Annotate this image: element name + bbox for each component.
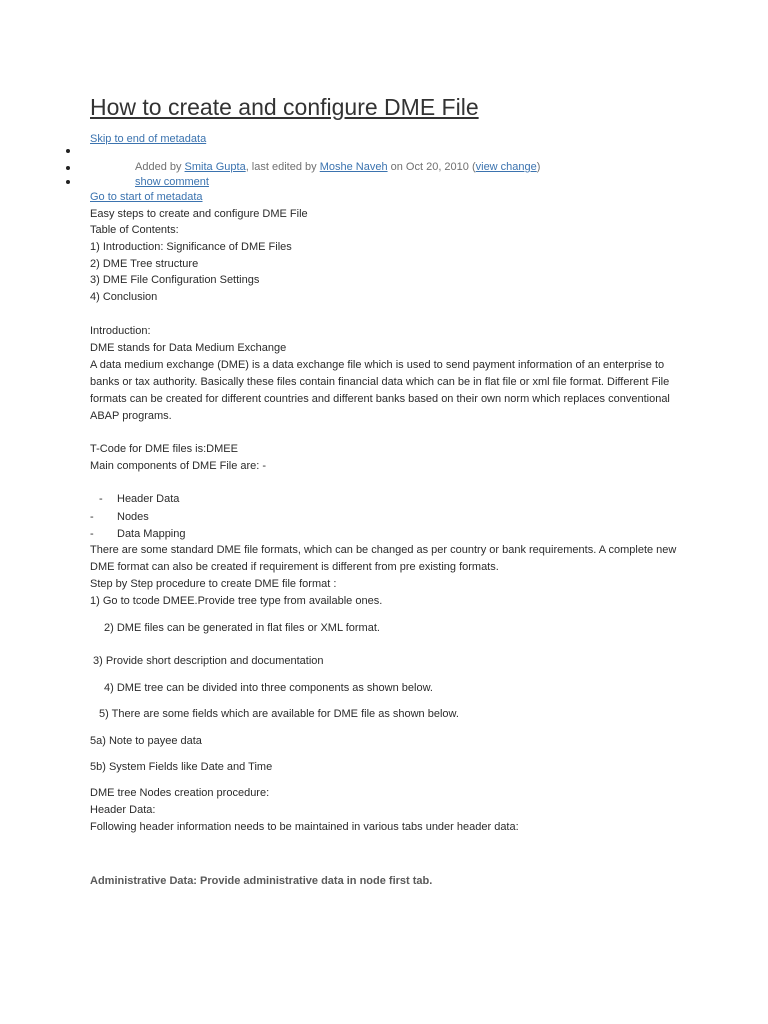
toc-item: 2) DME Tree structure	[90, 258, 199, 270]
introduction-heading: Introduction:	[90, 325, 151, 337]
paragraph-line: formats can be created for different countries and different banks based on their own norm which replaces conventional	[90, 393, 670, 405]
author-link[interactable]: Smita Gupta	[184, 161, 246, 173]
toc-item: 1) Introduction: Significance of DME Files	[90, 241, 292, 253]
header-data-text: Following header information needs to be maintained in various tabs under header data:	[90, 821, 519, 833]
toc-item: 4) Conclusion	[90, 291, 158, 303]
procedure-step: 2) DME files can be generated in flat files or XML format.	[104, 622, 380, 634]
toc-item: 3) DME File Configuration Settings	[90, 274, 260, 286]
list-bullet	[66, 166, 70, 170]
component-item: Data Mapping	[117, 528, 186, 540]
paragraph-line: A data medium exchange (DME) is a data exchange file which is used to send payment information of an enterprise to	[90, 359, 665, 371]
procedure-step: 3) Provide short description and documentation	[93, 655, 324, 667]
tcode-line: T-Code for DME files is:DMEE	[90, 443, 238, 455]
edited-by-label: , last edited by	[245, 161, 320, 173]
show-comment-link[interactable]: show comment	[135, 176, 209, 188]
administrative-data-heading: Administrative Data: Provide administrative data in node first tab.	[90, 875, 433, 887]
dme-definition: DME stands for Data Medium Exchange	[90, 342, 287, 354]
edit-date: on Oct 20, 2010 (	[387, 161, 476, 173]
component-item: Nodes	[117, 511, 149, 523]
procedure-step: 5b) System Fields like Date and Time	[90, 761, 273, 773]
list-bullet	[66, 180, 70, 184]
paragraph-line: ABAP programs.	[90, 410, 172, 422]
view-change-link[interactable]: view change	[475, 161, 537, 173]
list-bullet	[66, 149, 70, 153]
intro-line: Easy steps to create and configure DME File	[90, 208, 308, 220]
procedure-heading: Step by Step procedure to create DME file format :	[90, 578, 337, 590]
nodes-heading: DME tree Nodes creation procedure:	[90, 787, 270, 799]
procedure-step: 5a) Note to payee data	[90, 735, 202, 747]
components-heading: Main components of DME File are: -	[90, 460, 267, 472]
procedure-step: 5) There are some fields which are available for DME file as shown below.	[99, 708, 459, 720]
close-paren: )	[536, 161, 541, 173]
page-title: How to create and configure DME File	[90, 94, 479, 120]
component-dash: -	[90, 511, 94, 523]
start-of-metadata-link[interactable]: Go to start of metadata	[90, 191, 203, 203]
editor-link[interactable]: Moshe Naveh	[319, 161, 388, 173]
added-by-label: Added by	[135, 161, 185, 173]
skip-to-end-link[interactable]: Skip to end of metadata	[90, 133, 207, 145]
header-data-heading: Header Data:	[90, 804, 156, 816]
paragraph-line: banks or tax authority. Basically these files contain financial data which can be in flat file or xml file format. Different File	[90, 376, 670, 388]
procedure-step: 1) Go to tcode DMEE.Provide tree type from available ones.	[90, 595, 383, 607]
page-metadata	[135, 160, 540, 174]
toc-heading: Table of Contents:	[90, 224, 179, 236]
component-dash: -	[99, 493, 103, 505]
component-dash: -	[90, 528, 94, 540]
component-item: Header Data	[117, 493, 180, 505]
paragraph-line: There are some standard DME file formats, which can be changed as per country or bank requirements. A complete new	[90, 544, 677, 556]
procedure-step: 4) DME tree can be divided into three components as shown below.	[104, 682, 433, 694]
paragraph-line: DME format can also be created if requirement is different from pre existing formats.	[90, 561, 499, 573]
